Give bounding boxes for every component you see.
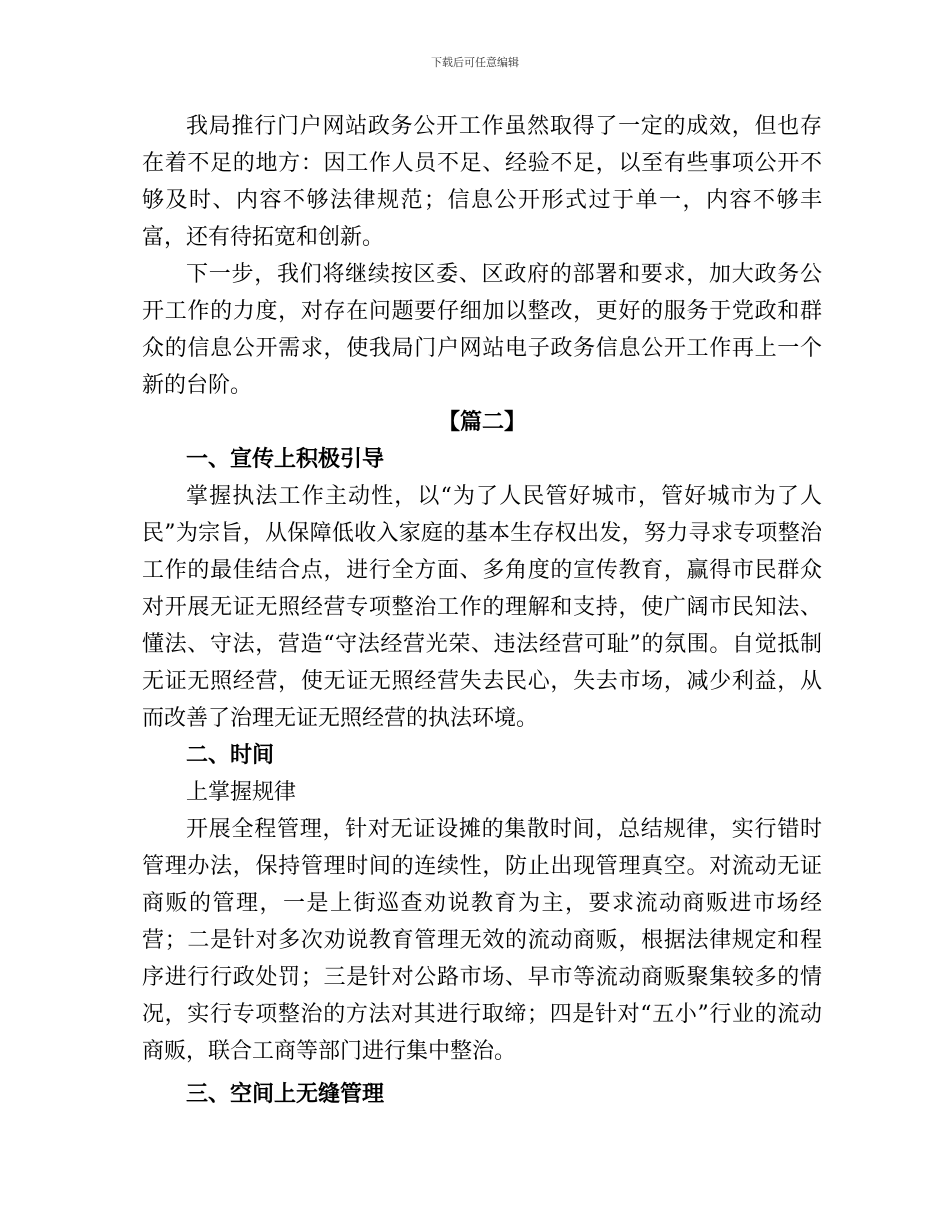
paragraph-time-management: 开展全程管理，针对无证设摊的集散时间，总结规律，实行错时管理办法，保持管理时间的连续性，防止出现管理真空。对流动无证商贩的管理，一是上街巡查劝说教育为主，要求流动商贩进市场经营；二是针对多次劝说教育管理无效的流动商贩，根据法律规定和程序进行行政处罚；三是针对公路市场、早市等流动商贩聚集较多的情况，实行专项整治的方法对其进行取缔；四是针对“五小”行业的流动商贩，联合工商等部门进行集中整治。 bbox=[142, 817, 822, 1064]
paragraph-next-steps: 下一步，我们将继续按区委、区政府的部署和要求，加大政务公开工作的力度，对存在问题要仔细加以整改，更好的服务于党政和群众的信息公开需求，使我局门户网站电子政务信息公开工作再上一个新的台阶。 bbox=[142, 262, 822, 398]
section-title: 【篇二】 bbox=[437, 409, 526, 435]
paragraph-time-subtitle: 上掌握规律 bbox=[186, 780, 297, 805]
document-body bbox=[142, 108, 822, 1113]
heading-publicity: 一、宣传上积极引导 bbox=[186, 446, 385, 472]
heading-space: 三、空间上无缝管理 bbox=[186, 1081, 385, 1107]
paragraph-publicity: 掌握执法工作主动性，以“为了人民管好城市，管好城市为了人民”为宗旨，从保障低收入家庭的基本生存权出发，努力寻求专项整治工作的最佳结合点，进行全方面、多角度的宣传教育，赢得市民群众对开展无证无照经营专项整治工作的理解和支持，使广阔市民知法、懂法、守法，营造“守法经营光荣、违法经营可耻”的氛围。自觉抵制无证无照经营，使无证无照经营失去民心，失去市场，减少利益，从而改善了治理无证无照经营的执法环境。 bbox=[142, 484, 822, 731]
heading-time: 二、时间 bbox=[186, 742, 275, 768]
page-header-note: 下载后可任意编辑 bbox=[431, 56, 519, 69]
paragraph-shortcomings: 我局推行门户网站政务公开工作虽然取得了一定的成效，但也存在着不足的地方：因工作人员不足、经验不足，以至有些事项公开不够及时、内容不够法律规范；信息公开形式过于单一，内容不够丰富，还有待拓宽和创新。 bbox=[142, 114, 822, 250]
